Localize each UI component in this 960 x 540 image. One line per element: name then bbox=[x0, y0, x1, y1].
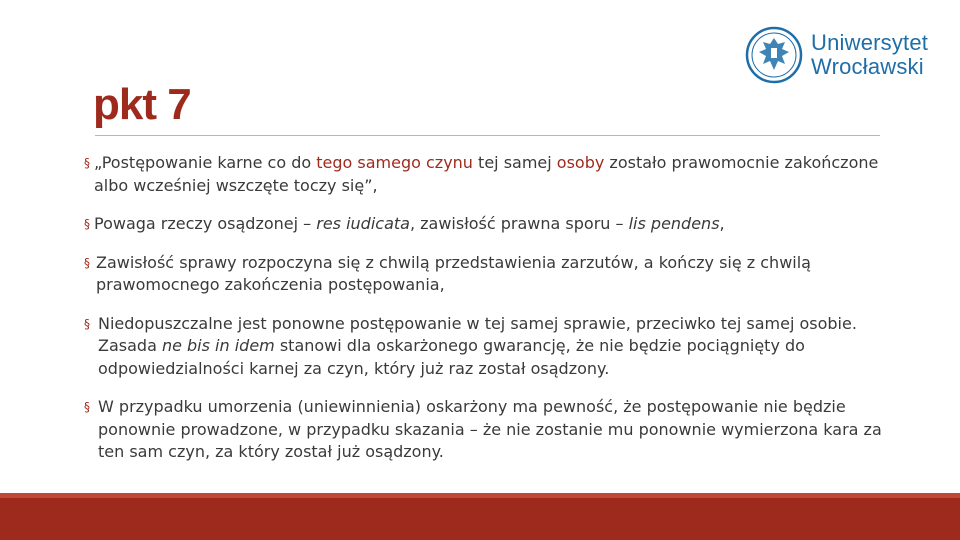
bullet-marker: § bbox=[84, 255, 90, 270]
bullet-item-2 bbox=[84, 213, 884, 236]
bullet-text-accent: tego samego czynu bbox=[316, 153, 473, 172]
bullet-text: Zawisłość sprawy rozpoczyna się z chwilą przedstawienia zarzutów, a kończy się z chwilą prawomocnego zakończenia postępowania, bbox=[96, 252, 811, 294]
bullet-marker: § bbox=[84, 316, 90, 331]
bullet-list bbox=[84, 152, 884, 464]
bullet-item-1 bbox=[84, 152, 884, 197]
bullet-marker: § bbox=[84, 400, 90, 414]
bullet-text-italic: lis pendens bbox=[628, 214, 720, 233]
bullet-text-accent: osoby bbox=[556, 153, 605, 172]
bullet-text-italic: ne bis in idem bbox=[161, 336, 275, 355]
bullet-marker: § bbox=[84, 156, 90, 170]
bullet-text: Niedopuszczalne jest ponowne postępowanie w tej samej sprawie, przeciwko tej samej osobie. Zasada bbox=[98, 313, 857, 355]
footer-bar bbox=[0, 498, 960, 540]
university-crest-icon bbox=[745, 26, 803, 84]
bullet-text: , bbox=[719, 214, 725, 233]
bullet-text: zostało prawomocnie zakończone albo wcześniej wszczęte toczy się”, bbox=[94, 153, 879, 195]
bullet-item-5 bbox=[84, 396, 884, 464]
bullet-text-italic: res iudicata bbox=[316, 214, 410, 233]
title-divider bbox=[95, 135, 880, 136]
bullet-text: stanowi dla oskarżonego gwarancję, że nie będzie pociągnięty do odpowiedzialności karnej za czyn, który już raz został osądzony. bbox=[98, 336, 805, 378]
university-logo bbox=[745, 16, 935, 94]
bullet-text: tej samej bbox=[472, 153, 557, 172]
slide-title: pkt 7 bbox=[93, 80, 191, 129]
bullet-text: „Postępowanie karne co do bbox=[94, 153, 317, 172]
bullet-text: W przypadku umorzenia (uniewinnienia) oskarżony ma pewność, że postępowanie nie będzie ponownie prowadzone, w przypadku skazania – że nie zostanie mu ponownie wymierzona kara za ten sam czyn, za który został już osądzony. bbox=[98, 397, 882, 461]
bullet-text: Powaga rzeczy osądzonej – bbox=[94, 214, 317, 233]
university-name bbox=[811, 31, 928, 79]
bullet-marker: § bbox=[84, 217, 90, 231]
logo-line-1: Uniwersytet bbox=[811, 30, 929, 55]
logo-line-2: Wrocławski bbox=[811, 54, 924, 79]
bullet-item-4 bbox=[84, 313, 884, 381]
bullet-item-3 bbox=[84, 252, 884, 297]
bullet-text: , zawisłość prawna sporu – bbox=[409, 214, 629, 233]
